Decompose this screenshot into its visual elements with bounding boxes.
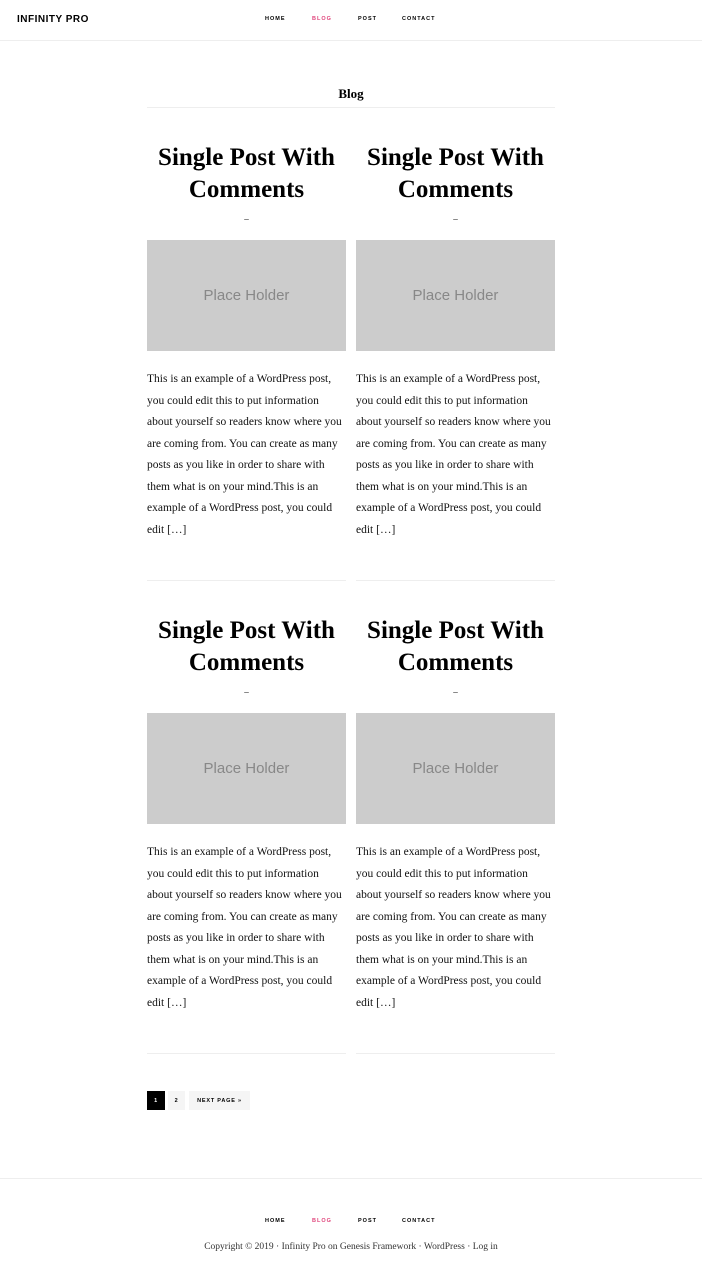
footer-nav-blog[interactable]: BLOG: [312, 1218, 332, 1224]
nav-post[interactable]: POST: [358, 16, 377, 22]
post-title-link[interactable]: Single Post With Comments: [367, 617, 544, 676]
title-divider: [147, 107, 555, 108]
footer-nav: [0, 1218, 702, 1228]
post-divider: [147, 580, 346, 581]
site-header: [0, 0, 702, 41]
post-excerpt: This is an example of a WordPress post, you could edit this to put information about yourself so readers know where you are coming from. You can create as many posts as you like in order to share with them what is on your mind.This is an example of a WordPress post, you could edit […]: [147, 373, 342, 536]
post-divider: [356, 1053, 555, 1054]
post-thumbnail[interactable]: Place Holder: [356, 240, 555, 351]
post-excerpt: This is an example of a WordPress post, you could edit this to put information about yourself so readers know where you are coming from. You can create as many posts as you like in order to share with them what is on your mind.This is an example of a WordPress post, you could edit […]: [147, 846, 342, 1009]
footer-nav-home[interactable]: HOME: [265, 1218, 286, 1224]
post-thumbnail[interactable]: Place Holder: [147, 240, 346, 351]
next-page-button[interactable]: NEXT PAGE »: [189, 1091, 250, 1110]
nav-contact[interactable]: CONTACT: [402, 16, 436, 22]
copyright-text: Copyright © 2019 · Infinity Pro on Genesis Framework · WordPress · Log in: [204, 1242, 498, 1252]
title-dash: –: [244, 687, 249, 697]
post-title-link[interactable]: Single Post With Comments: [158, 617, 335, 676]
post-card: [147, 615, 346, 1014]
post-thumbnail[interactable]: Place Holder: [356, 713, 555, 824]
page-1-button[interactable]: 1: [147, 1091, 165, 1110]
title-dash: –: [453, 687, 458, 697]
post-card: [356, 142, 555, 541]
site-footer: [0, 1178, 702, 1287]
nav-home[interactable]: HOME: [265, 16, 286, 22]
post-thumbnail[interactable]: Place Holder: [147, 713, 346, 824]
page-2-button[interactable]: 2: [168, 1091, 185, 1110]
post-excerpt: This is an example of a WordPress post, you could edit this to put information about yourself so readers know where you are coming from. You can create as many posts as you like in order to share with them what is on your mind.This is an example of a WordPress post, you could edit […]: [356, 846, 551, 1009]
post-card: [356, 615, 555, 1014]
post-title-link[interactable]: Single Post With Comments: [367, 144, 544, 203]
post-excerpt: This is an example of a WordPress post, you could edit this to put information about yourself so readers know where you are coming from. You can create as many posts as you like in order to share with them what is on your mind.This is an example of a WordPress post, you could edit […]: [356, 373, 551, 536]
title-dash: –: [244, 214, 249, 224]
post-divider: [147, 1053, 346, 1054]
primary-nav: [0, 16, 702, 26]
footer-nav-post[interactable]: POST: [358, 1218, 377, 1224]
post-divider: [356, 580, 555, 581]
post-card: [147, 142, 346, 541]
nav-blog[interactable]: BLOG: [312, 16, 332, 22]
site-logo[interactable]: INFINITY PRO: [17, 14, 89, 25]
page-title: Blog: [338, 86, 364, 101]
title-dash: –: [453, 214, 458, 224]
post-title-link[interactable]: Single Post With Comments: [158, 144, 335, 203]
footer-nav-contact[interactable]: CONTACT: [402, 1218, 436, 1224]
